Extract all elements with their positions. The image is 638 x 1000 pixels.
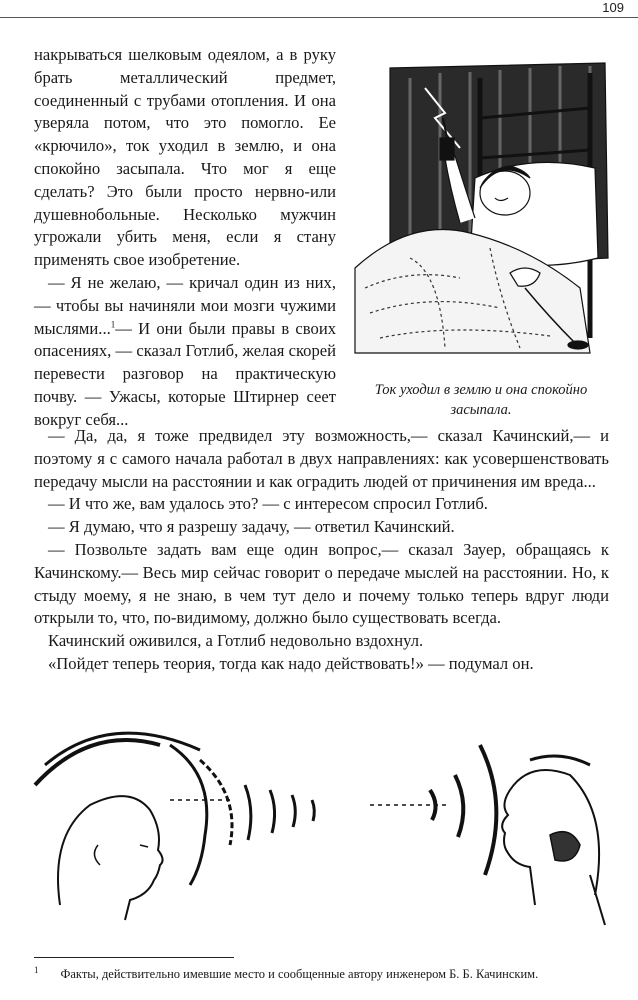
- footnote-mark: 1: [34, 965, 39, 975]
- illustration-woman-in-bed: [350, 58, 612, 358]
- footnote: [34, 962, 614, 983]
- quote-text: — Я не желаю, — кричал один из них, — чтобы вы начиняли мои мозги чужими мыслями...: [34, 272, 336, 338]
- illustration-thought-transmission: [30, 705, 615, 930]
- paragraph-4: — И что же, вам удалось это? — с интересом спросил Готлиб.: [48, 494, 488, 514]
- figure-caption: Ток уходил в землю и она спокойно засыпала.: [374, 382, 588, 418]
- footnote-ref: 1: [110, 319, 116, 330]
- paragraph-1: накрываться шелковым одеялом, а в руку брать металлический предмет, соединенный с трубами отопления. И она уверяла потом, что это помогло. Ее «крючило», ток уходил в землю, и она спокойно засыпала. Что мог я еще сделать? Это были просто нервно-или душевнобольные. Несколько мужчин угрожали убить меня, если я стану применять свое изобретение.: [34, 45, 336, 270]
- column-text: [34, 44, 336, 432]
- page-number: 109: [602, 0, 624, 15]
- paragraph-3: — Да, да, я тоже предвидел эту возможность,— сказал Качинский,— и поэтому я с самого начала работал в двух направлениях: как усовершенствовать передачу мысли на расстоянии и как оградить людей от причинения им вреда...: [34, 426, 609, 491]
- paragraph-7: Качинский оживился, а Готлиб недовольно вздохнул.: [48, 631, 424, 651]
- paragraph-8: «Пойдет теперь теория, тогда как надо действовать!» — подумал он.: [48, 653, 534, 673]
- header-rule: [0, 17, 638, 18]
- main-text: [34, 425, 609, 676]
- paragraph-6: — Позвольте задать вам еще один вопрос,— сказал Зауер, обращаясь к Качинскому.— Весь мир сейчас говорит о передаче мыслей на расстоянии. Но, к стыду моему, я не знаю, в чем тут дело и почему только теперь вдруг люди открыли то, что, по-видимому, должно было существовать всегда.: [34, 539, 609, 628]
- paragraph-5: — Я думаю, что я разрешу задачу, — ответил Качинский.: [48, 517, 455, 537]
- quote-continuation: — И они были правы в своих опасениях, — сказал Готлиб, желая скорей перевести разговор на практическую почву. — Ужасы, которые Штирнер сеет вокруг себя...: [34, 318, 336, 429]
- footnote-text: Факты, действительно имевшие место и сообщенные автору инженером Б. Б. Качинским.: [60, 967, 539, 982]
- paragraph-2: [34, 272, 336, 432]
- footnote-rule: [34, 957, 234, 958]
